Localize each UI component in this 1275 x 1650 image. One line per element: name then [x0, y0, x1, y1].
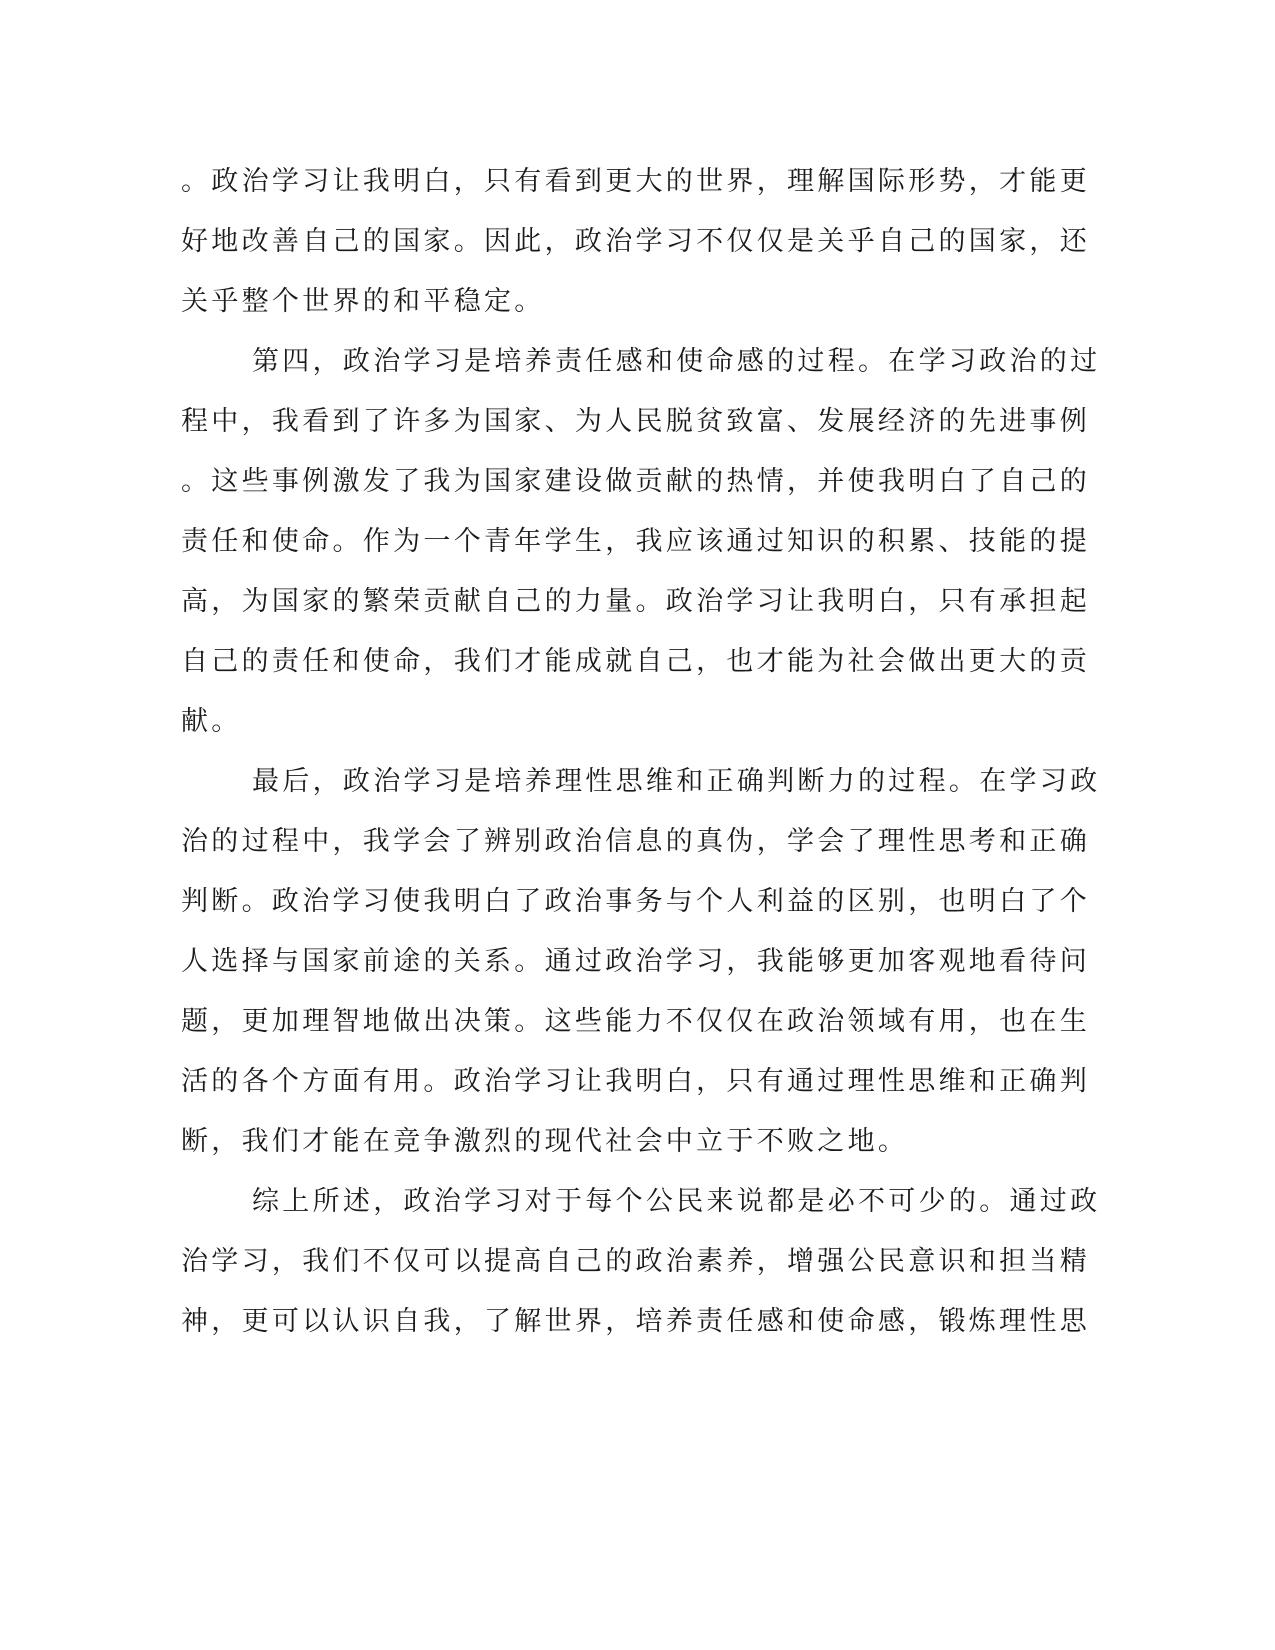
text-line: 高，为国家的繁荣贡献自己的力量。政治学习让我明白，只有承担起: [181, 586, 1090, 617]
text-line: 献。: [181, 706, 242, 737]
paragraph-first-line: 第四，政治学习是培养责任感和使命感的过程。在学习政治的过: [252, 346, 1101, 377]
text-line: 程中，我看到了许多为国家、为人民脱贫致富、发展经济的先进事例: [181, 406, 1090, 437]
paragraph-first-line: 最后，政治学习是培养理性思维和正确判断力的过程。在学习政: [252, 766, 1101, 797]
text-line: 题，更加理智地做出决策。这些能力不仅仅在政治领域有用，也在生: [181, 1006, 1090, 1037]
text-line: 判断。政治学习使我明白了政治事务与个人利益的区别，也明白了个: [181, 886, 1090, 917]
text-line: 责任和使命。作为一个青年学生，我应该通过知识的积累、技能的提: [181, 526, 1090, 557]
text-line: 活的各个方面有用。政治学习让我明白，只有通过理性思维和正确判: [181, 1066, 1090, 1097]
text-line: 人选择与国家前途的关系。通过政治学习，我能够更加客观地看待问: [181, 946, 1090, 977]
text-line: 自己的责任和使命，我们才能成就自己，也才能为社会做出更大的贡: [181, 646, 1090, 677]
text-line: 好地改善自己的国家。因此，政治学习不仅仅是关乎自己的国家，还: [181, 226, 1090, 257]
text-line: 。政治学习让我明白，只有看到更大的世界，理解国际形势，才能更: [181, 166, 1090, 197]
text-line: 治的过程中，我学会了辨别政治信息的真伪，学会了理性思考和正确: [181, 826, 1090, 857]
document-body: [181, 152, 1101, 1352]
paragraph-first-line: 综上所述，政治学习对于每个公民来说都是必不可少的。通过政: [252, 1186, 1101, 1217]
text-line: 治学习，我们不仅可以提高自己的政治素养，增强公民意识和担当精: [181, 1246, 1090, 1277]
text-line: 断，我们才能在竞争激烈的现代社会中立于不败之地。: [181, 1126, 909, 1157]
text-line: 关乎整个世界的和平稳定。: [181, 286, 545, 317]
text-line: 。这些事例激发了我为国家建设做贡献的热情，并使我明白了自己的: [181, 466, 1090, 497]
text-line: 神，更可以认识自我，了解世界，培养责任感和使命感，锻炼理性思: [181, 1306, 1090, 1337]
